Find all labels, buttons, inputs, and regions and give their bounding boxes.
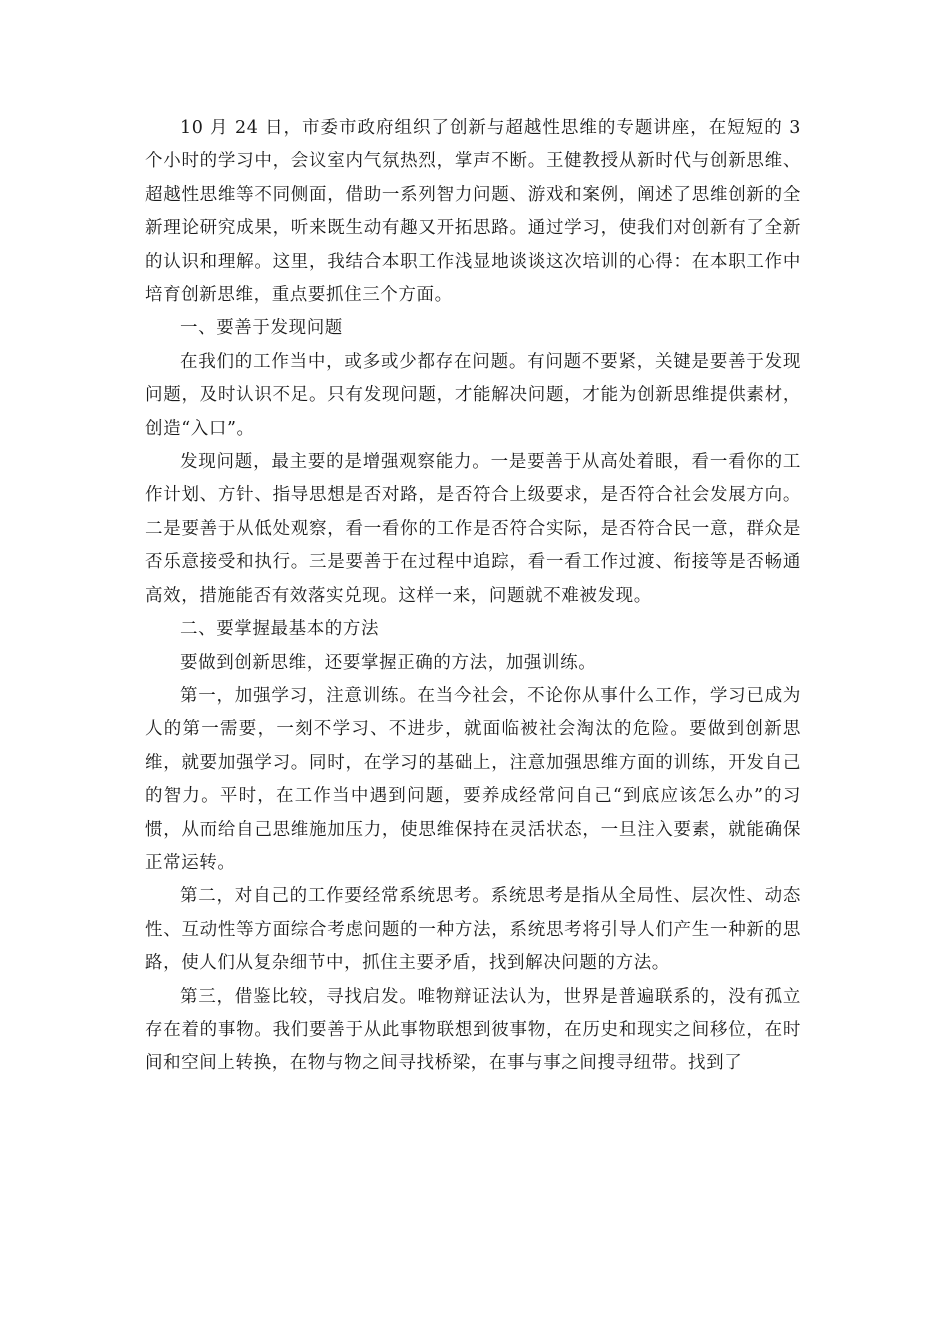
section-heading-2: 二、要掌握最基本的方法 bbox=[180, 619, 380, 640]
body-paragraph: 第一，加强学习，注意训练。在当今社会，不论你从事什么工作，学习已成为人的第一需要，一刻不学习、不进步，就面临被社会淘汰的危险。要做到创新思维，就要加强学习。同时，在学习的基础上，注意加强思维方面的训练，开发自己的智力。平时，在工作当中遇到问题，要养成经常问自己“到底应该怎么办”的习惯，从而给自己思维施加压力，使思维保持在灵活状态，一旦注入要素，就能确保正常运转。 bbox=[145, 685, 801, 873]
document-body bbox=[145, 112, 801, 1081]
body-paragraph: 要做到创新思维，还要掌握正确的方法，加强训练。 bbox=[180, 652, 597, 673]
body-paragraph: 第二，对自己的工作要经常系统思考。系统思考是指从全局性、层次性、动态性、互动性等方面综合考虑问题的一种方法，系统思考将引导人们产生一种新的思路，使人们从复杂细节中，抓住主要矛盾，找到解决问题的方法。 bbox=[145, 886, 801, 974]
section-heading-1: 一、要善于发现问题 bbox=[180, 318, 343, 339]
body-paragraph: 在我们的工作当中，或多或少都存在问题。有问题不要紧，关键是要善于发现问题，及时认识不足。只有发现问题，才能解决问题，才能为创新思维提供素材，创造“入口”。 bbox=[145, 351, 801, 439]
body-paragraph: 发现问题，最主要的是增强观察能力。一是要善于从高处着眼，看一看你的工作计划、方针、指导思想是否对路，是否符合上级要求，是否符合社会发展方向。二是要善于从低处观察，看一看你的工作是否符合实际，是否符合民一意，群众是否乐意接受和执行。三是要善于在过程中追踪，看一看工作过渡、衔接等是否畅通高效，措施能否有效落实兑现。这样一来，问题就不难被发现。 bbox=[145, 452, 801, 606]
intro-paragraph: 10 月 24 日，市委市政府组织了创新与超越性思维的专题讲座，在短短的 3 个小时的学习中，会议室内气氛热烈，掌声不断。王健教授从新时代与创新思维、超越性思维等不同侧面，借助一系列智力问题、游戏和案例，阐述了思维创新的全新理论研究成果，听来既生动有趣又开拓思路。通过学习，使我们对创新有了全新的认识和理解。这里，我结合本职工作浅显地谈谈这次培训的心得：在本职工作中培育创新思维，重点要抓住三个方面。 bbox=[145, 118, 801, 306]
body-paragraph: 第三，借鉴比较，寻找启发。唯物辩证法认为，世界是普遍联系的，没有孤立存在着的事物。我们要善于从此事物联想到彼事物，在历史和现实之间移位，在时间和空间上转换，在物与物之间寻找桥梁，在事与事之间搜寻纽带。找到了 bbox=[145, 986, 801, 1074]
